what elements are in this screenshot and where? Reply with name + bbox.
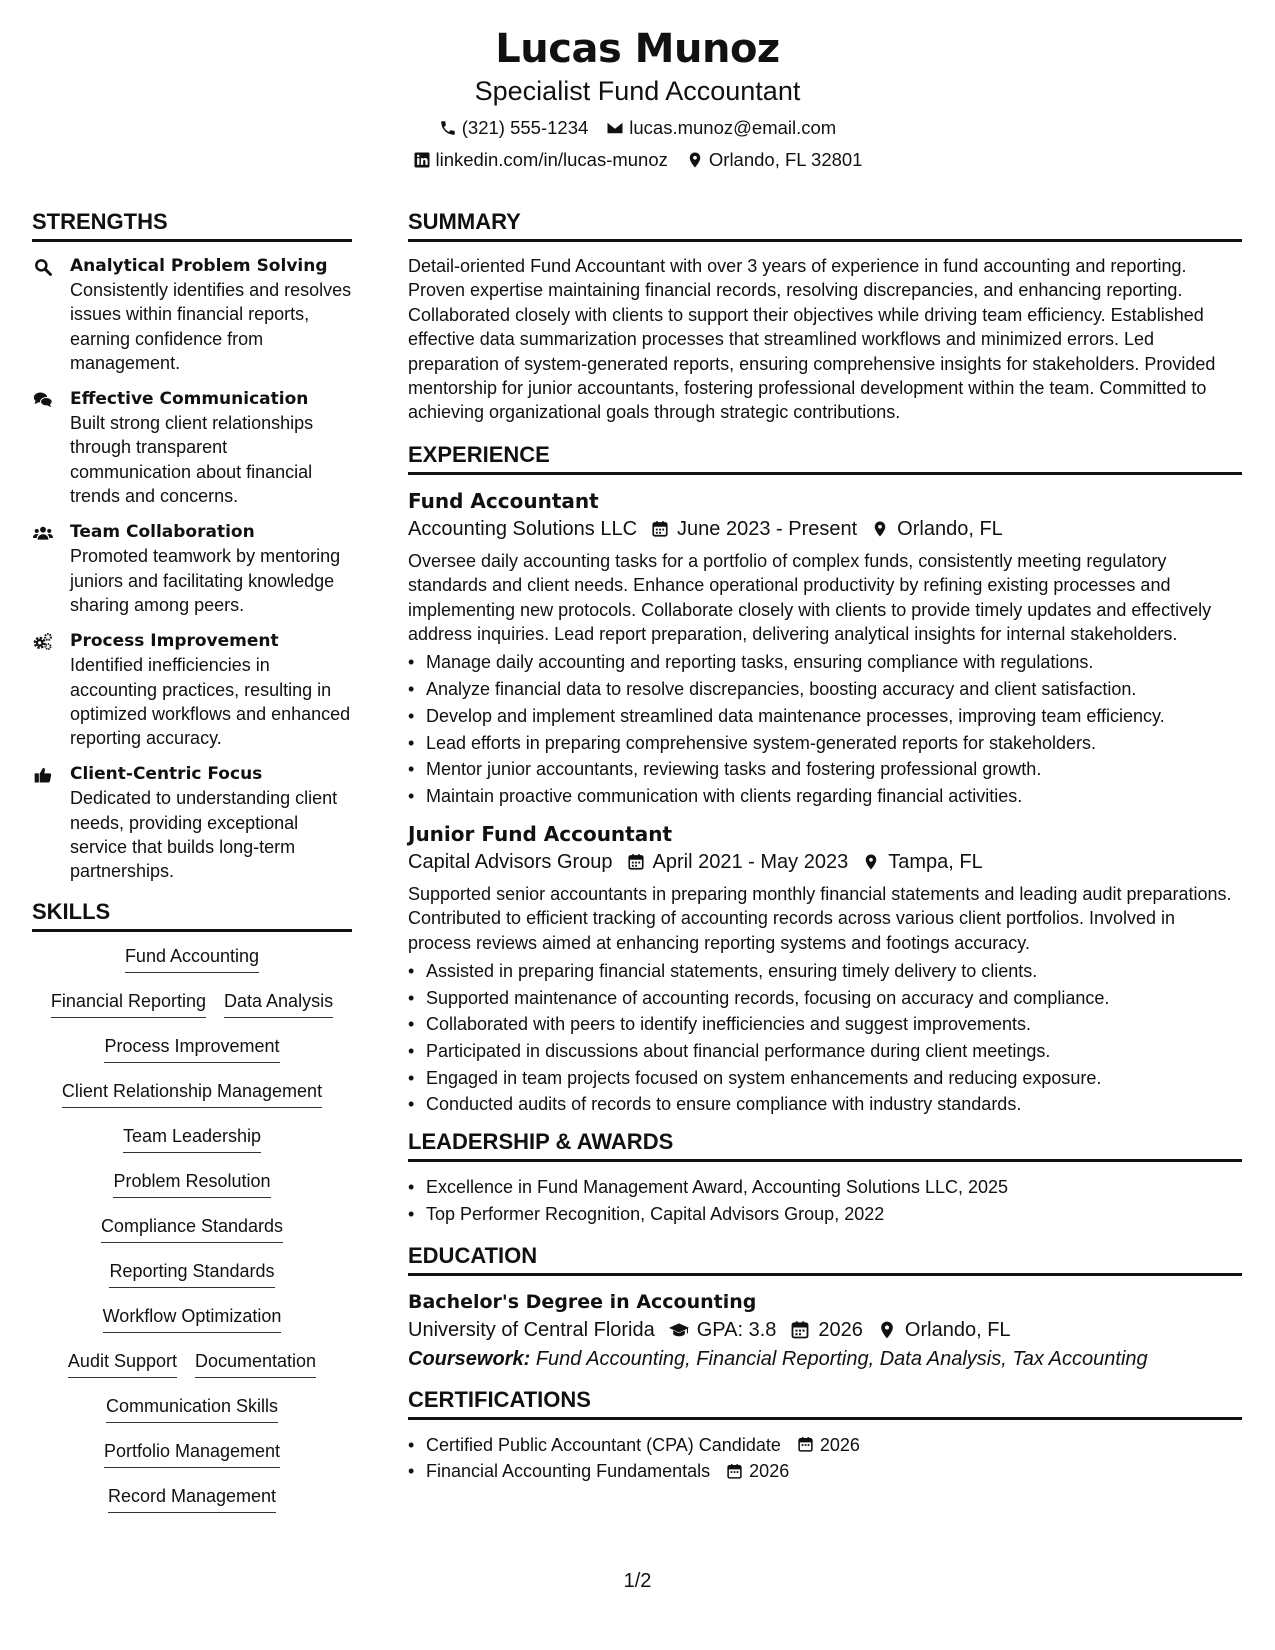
skills-title: SKILLS xyxy=(32,898,352,932)
skill-tag: Client Relationship Management xyxy=(62,1079,322,1108)
skill-row xyxy=(32,1304,352,1349)
skill-row xyxy=(32,1214,352,1259)
skill-tag: Team Leadership xyxy=(123,1124,261,1153)
calendar-icon xyxy=(651,519,669,539)
job-title: Fund Accountant xyxy=(408,488,599,513)
cert-name: • Certified Public Accountant (CPA) Candidate xyxy=(426,1434,781,1455)
certifications-title: CERTIFICATIONS xyxy=(408,1386,1242,1420)
job-title: Junior Fund Accountant xyxy=(408,821,673,846)
strength-desc: Consistently identifies and resolves issues within financial reports, earning confidence from management. xyxy=(70,280,352,373)
strength-item xyxy=(32,520,352,617)
skill-row xyxy=(32,989,352,1034)
job-entry xyxy=(408,820,1242,1118)
list-item: • Mentor junior accountants, reviewing tasks and fostering professional growth. xyxy=(408,756,1242,783)
strength-desc: Promoted teamwork by mentoring juniors and facilitating knowledge sharing among peers. xyxy=(70,546,341,615)
contact-linkedin[interactable] xyxy=(413,148,668,172)
list-item: • Maintain proactive communication with clients regarding financial activities. xyxy=(408,783,1242,810)
skills-list xyxy=(32,944,352,1529)
contact-phone xyxy=(439,116,589,140)
list-item: • Top Performer Recognition, Capital Advisors Group, 2022 xyxy=(408,1201,1242,1228)
phone-text: (321) 555-1234 xyxy=(461,117,589,138)
summary-text: Detail-oriented Fund Accountant with over 3 years of experience in fund accounting and reporting. Proven expertise maintaining financial records, resolving discrepancies, and enhancing reporting. Collaborated closely with clients to support their objectives while driving team efficiency. Established effective data summarization processes that streamlined workflows and minimized errors. Led preparation of system-generated reports, ensuring comprehensive insights for stakeholders. Provided mentorship for junior accountants, fostering professional development within the team. Committed to achieving organizational goals through strategic contributions. xyxy=(408,256,1216,423)
job-bullets xyxy=(408,958,1242,1118)
skill-row xyxy=(32,1079,352,1124)
strength-title: Effective Communication xyxy=(70,389,309,410)
list-item: • Analyze financial data to resolve discrepancies, boosting accuracy and client satisfaction. xyxy=(408,676,1242,703)
skill-tag: Communication Skills xyxy=(106,1394,278,1423)
skill-row xyxy=(32,1124,352,1169)
strength-title: Team Collaboration xyxy=(70,522,255,543)
strength-title: Analytical Problem Solving xyxy=(70,256,328,276)
page-number: 1/2 xyxy=(623,1570,652,1592)
job-location: Tampa, FL xyxy=(888,850,983,873)
list-item: • Develop and implement streamlined data maintenance processes, improving team efficiency. xyxy=(408,703,1242,730)
cert-name: • Financial Accounting Fundamentals xyxy=(426,1461,711,1482)
cogs-icon xyxy=(32,632,54,652)
skill-tag: Financial Reporting xyxy=(51,989,206,1018)
skill-row xyxy=(32,1394,352,1439)
linkedin-icon xyxy=(413,151,431,169)
summary-title: SUMMARY xyxy=(408,208,1242,242)
list-item: • Manage daily accounting and reporting tasks, ensuring compliance with regulations. xyxy=(408,649,1242,676)
users-icon xyxy=(32,523,54,543)
strength-title: Client-Centric Focus xyxy=(70,764,263,785)
list-item: • Lead efforts in preparing comprehensive system-generated reports for stakeholders. xyxy=(408,730,1242,757)
skill-row xyxy=(32,944,352,989)
strength-item xyxy=(32,387,352,508)
education-title: EDUCATION xyxy=(408,1242,1242,1276)
skill-row xyxy=(32,1034,352,1079)
map-marker-icon xyxy=(871,519,889,539)
strengths-title: STRENGTHS xyxy=(32,208,352,242)
linkedin-text[interactable]: linkedin.com/in/lucas-munoz xyxy=(435,149,668,170)
map-marker-icon xyxy=(862,852,880,872)
calendar-icon xyxy=(726,1463,743,1480)
contact-row-2 xyxy=(0,148,1275,172)
certifications-list xyxy=(408,1432,1242,1485)
job-location: Orlando, FL xyxy=(897,517,1003,540)
skill-tag: Workflow Optimization xyxy=(103,1304,282,1333)
thumbs-up-icon xyxy=(32,765,54,785)
job-dates: June 2023 - Present xyxy=(677,517,858,540)
coursework xyxy=(408,1344,1242,1374)
degree-title: Bachelor's Degree in Accounting xyxy=(408,1290,757,1313)
comments-icon xyxy=(32,390,54,410)
education-year: 2026 xyxy=(818,1318,863,1341)
awards-title: LEADERSHIP & AWARDS xyxy=(408,1128,1242,1162)
skill-tag: Record Management xyxy=(108,1484,276,1513)
skill-tag: Compliance Standards xyxy=(101,1214,283,1243)
strength-item xyxy=(32,254,352,375)
resume-header xyxy=(0,24,1275,172)
skill-tag: Problem Resolution xyxy=(113,1169,270,1198)
coursework-label: Coursework: xyxy=(408,1347,531,1370)
list-item xyxy=(408,1432,1242,1459)
strength-item xyxy=(32,629,352,750)
experience-title: EXPERIENCE xyxy=(408,441,1242,475)
job-entry xyxy=(408,487,1242,810)
job-company: Accounting Solutions LLC xyxy=(408,517,638,540)
skill-row xyxy=(32,1439,352,1484)
candidate-role: Specialist Fund Accountant xyxy=(474,76,801,106)
calendar-icon xyxy=(627,852,645,872)
job-bullets xyxy=(408,649,1242,809)
job-meta xyxy=(408,848,1242,876)
skill-tag: Audit Support xyxy=(68,1349,177,1378)
skill-tag: Documentation xyxy=(195,1349,316,1378)
email-text[interactable]: lucas.munoz@email.com xyxy=(629,117,837,138)
contact-location xyxy=(686,148,863,172)
contact-row-1 xyxy=(0,116,1275,140)
phone-icon xyxy=(439,119,457,137)
education-location: Orlando, FL xyxy=(904,1318,1011,1341)
cert-year: 2026 xyxy=(749,1461,790,1482)
coursework-text: Fund Accounting, Financial Reporting, Data Analysis, Tax Accounting xyxy=(535,1347,1148,1370)
search-icon xyxy=(32,257,54,277)
skill-tag: Data Analysis xyxy=(224,989,333,1018)
list-item xyxy=(408,1458,1242,1485)
calendar-icon xyxy=(797,1436,814,1453)
skill-tag: Reporting Standards xyxy=(109,1259,274,1288)
strength-desc: Built strong client relationships through transparent communication about financial trends and concerns. xyxy=(70,413,314,507)
list-item: • Participated in discussions about financial performance during client meetings. xyxy=(408,1038,1242,1065)
location-text: Orlando, FL 32801 xyxy=(708,149,863,170)
job-meta xyxy=(408,515,1242,543)
skill-tag: Fund Accounting xyxy=(125,944,259,973)
skill-tag: Process Improvement xyxy=(104,1034,279,1063)
gpa-text: GPA: 3.8 xyxy=(696,1318,777,1341)
candidate-name: Lucas Munoz xyxy=(495,26,780,72)
contact-email[interactable] xyxy=(606,116,836,140)
skill-row xyxy=(32,1169,352,1214)
skill-tag: Portfolio Management xyxy=(104,1439,280,1468)
list-item: • Excellence in Fund Management Award, Accounting Solutions LLC, 2025 xyxy=(408,1174,1242,1201)
job-description: Oversee daily accounting tasks for a portfolio of complex funds, consistently meeting regulatory standards and client needs. Enhance operational productivity by refining existing processes and implementing new protocols. Collaborate closely with clients to provide timely updates and effectively address inquiries. Lead report preparation, delivering analytical insights for internal stakeholders. xyxy=(408,550,1212,645)
strength-desc: Identified inefficiencies in accounting practices, resulting in optimized workflows and enhanced reporting accuracy. xyxy=(70,655,351,749)
strength-title: Process Improvement xyxy=(70,631,279,652)
job-company: Capital Advisors Group xyxy=(408,850,613,873)
envelope-icon xyxy=(606,119,624,137)
right-column xyxy=(408,208,1242,1495)
calendar-icon xyxy=(790,1320,810,1340)
school-name: University of Central Florida xyxy=(408,1318,655,1341)
strength-item xyxy=(32,762,352,883)
left-column xyxy=(32,208,352,1529)
education-meta xyxy=(408,1316,1242,1344)
skill-row xyxy=(32,1484,352,1529)
list-item: • Supported maintenance of accounting records, focusing on accuracy and compliance. xyxy=(408,985,1242,1012)
strength-desc: Dedicated to understanding client needs, providing exceptional service that builds long-term partnerships. xyxy=(70,788,338,882)
list-item: • Assisted in preparing financial statements, ensuring timely delivery to clients. xyxy=(408,958,1242,985)
job-description: Supported senior accountants in preparing monthly financial statements and leading audit preparations. Contributed to efficient tracking of accounting records across various client portfolios. Involved in process reviews aimed at enhancing reporting systems and footings accuracy. xyxy=(408,883,1232,953)
list-item: • Conducted audits of records to ensure compliance with industry standards. xyxy=(408,1091,1242,1118)
skill-row xyxy=(32,1349,352,1394)
list-item: • Engaged in team projects focused on system enhancements and reducing exposure. xyxy=(408,1065,1242,1092)
cert-year: 2026 xyxy=(819,1434,860,1455)
map-marker-icon xyxy=(877,1320,897,1340)
graduation-cap-icon xyxy=(669,1320,689,1340)
skill-row xyxy=(32,1259,352,1304)
map-marker-icon xyxy=(686,151,704,169)
job-dates: April 2021 - May 2023 xyxy=(652,850,849,873)
list-item: • Collaborated with peers to identify inefficiencies and suggest improvements. xyxy=(408,1011,1242,1038)
awards-list xyxy=(408,1174,1242,1227)
